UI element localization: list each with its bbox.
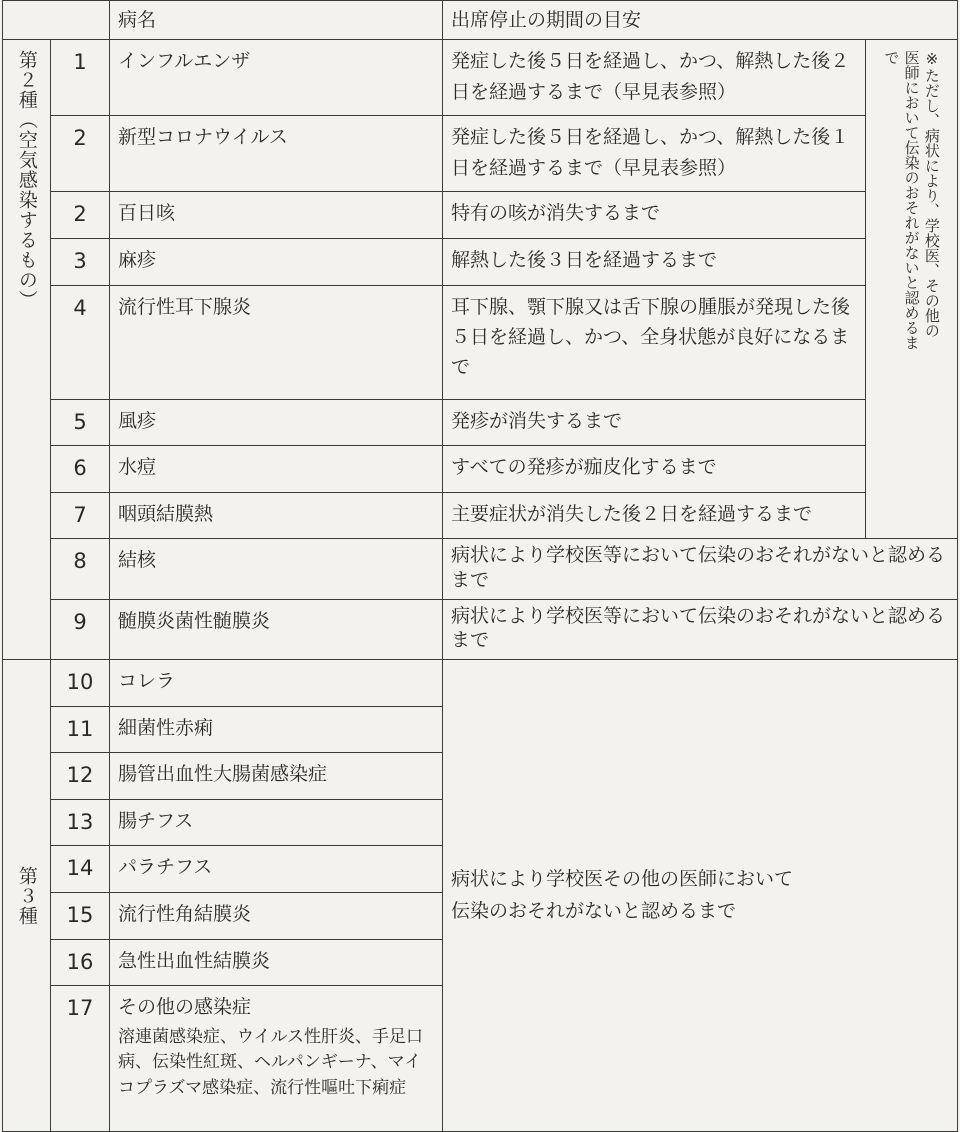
- row-number: 11: [51, 706, 110, 753]
- category2-label-cell: [3, 40, 51, 660]
- disease-name: 新型コロナウイルス: [110, 116, 443, 192]
- disease-name: 麻疹: [110, 238, 443, 285]
- table-row: [3, 40, 958, 116]
- header-blank-cell: [3, 1, 110, 40]
- row-number: 5: [51, 399, 110, 446]
- disease-name: コレラ: [110, 660, 443, 707]
- disease-name-cell: [110, 986, 443, 1132]
- row-number: 8: [51, 539, 110, 599]
- disease-name: 水痘: [110, 446, 443, 493]
- row-number: 6: [51, 446, 110, 493]
- table-row: [3, 399, 958, 446]
- disease-name: パラチフス: [110, 846, 443, 893]
- exclusion-period: 耳下腺、顎下腺又は舌下腺の腫脹が発現した後５日を経過し、かつ、全身状態が良好になるまで: [443, 285, 866, 399]
- disease-name: 急性出血性結膜炎: [110, 939, 443, 986]
- table-row: [3, 446, 958, 493]
- disease-name: 咽頭結膜熱: [110, 492, 443, 539]
- table-row: [3, 599, 958, 659]
- table-row: [3, 116, 958, 192]
- disease-name: 腸管出血性大腸菌感染症: [110, 753, 443, 800]
- category2-label: 第２種（空気感染するもの）: [15, 50, 38, 311]
- table-row: [3, 539, 958, 599]
- category3-period-line1: 病状により学校医その他の医師において: [451, 868, 794, 891]
- row-number: 14: [51, 846, 110, 893]
- disease-name: 腸チフス: [110, 799, 443, 846]
- disease-name: インフルエンザ: [110, 40, 443, 116]
- exclusion-period: 発症した後５日を経過し、かつ、解熱した後２日を経過するまで（早見表参照）: [443, 40, 866, 116]
- exclusion-period: 主要症状が消失した後２日を経過するまで: [443, 492, 866, 539]
- disease-name: 百日咳: [110, 192, 443, 239]
- disease-examples: 溶連菌感染症、ウイルス性肝炎、手足口病、伝染性紅斑、ヘルパンギーナ、マイコプラズマ感染症、流行性嘔吐下痢症: [118, 1026, 423, 1098]
- exclusion-period: 病状により学校医等において伝染のおそれがないと認めるまで: [443, 599, 958, 659]
- exclusion-period: すべての発疹が痂皮化するまで: [443, 446, 866, 493]
- category3-label-cell: [3, 660, 51, 1132]
- row-number: 10: [51, 660, 110, 707]
- row-number: 15: [51, 893, 110, 940]
- table-row: [3, 660, 958, 707]
- table-row: [3, 238, 958, 285]
- row-number: 12: [51, 753, 110, 800]
- disease-name: 風疹: [110, 399, 443, 446]
- table-row: [3, 285, 958, 399]
- exclusion-period: 発症した後５日を経過し、かつ、解熱した後１日を経過するまで（早見表参照）: [443, 116, 866, 192]
- row-number: 7: [51, 492, 110, 539]
- exclusion-period: 特有の咳が消失するまで: [443, 192, 866, 239]
- note-cell: [866, 40, 958, 539]
- exclusion-period: 解熱した後３日を経過するまで: [443, 238, 866, 285]
- exclusion-period-table: [2, 0, 958, 1132]
- row-number: 2: [51, 192, 110, 239]
- row-number: 2: [51, 116, 110, 192]
- disease-name: 流行性耳下腺炎: [110, 285, 443, 399]
- category3-period: [443, 660, 958, 1132]
- disease-name: 髄膜炎菌性髄膜炎: [110, 599, 443, 659]
- row-number: 16: [51, 939, 110, 986]
- row-number: 9: [51, 599, 110, 659]
- row-number: 1: [51, 40, 110, 116]
- category3-label: 第３種: [15, 865, 38, 926]
- header-period: 出席停止の期間の目安: [443, 1, 958, 40]
- row-number: 17: [51, 986, 110, 1132]
- row-number: 3: [51, 238, 110, 285]
- disease-name: その他の感染症: [118, 996, 252, 1019]
- table-row: [3, 192, 958, 239]
- disease-name: 細菌性赤痢: [110, 706, 443, 753]
- row-number: 13: [51, 799, 110, 846]
- category2-note: ※ただし、病状により、学校医、その他の医師において伝染のおそれがないと認めるまで: [882, 50, 941, 351]
- header-row: [3, 1, 958, 40]
- table-row: [3, 492, 958, 539]
- row-number: 4: [51, 285, 110, 399]
- header-disease: 病名: [110, 1, 443, 40]
- exclusion-period: 発疹が消失するまで: [443, 399, 866, 446]
- disease-name: 結核: [110, 539, 443, 599]
- exclusion-period: 病状により学校医等において伝染のおそれがないと認めるまで: [443, 539, 958, 599]
- disease-name: 流行性角結膜炎: [110, 893, 443, 940]
- category3-period-line2: 伝染のおそれがないと認めるまで: [451, 899, 737, 922]
